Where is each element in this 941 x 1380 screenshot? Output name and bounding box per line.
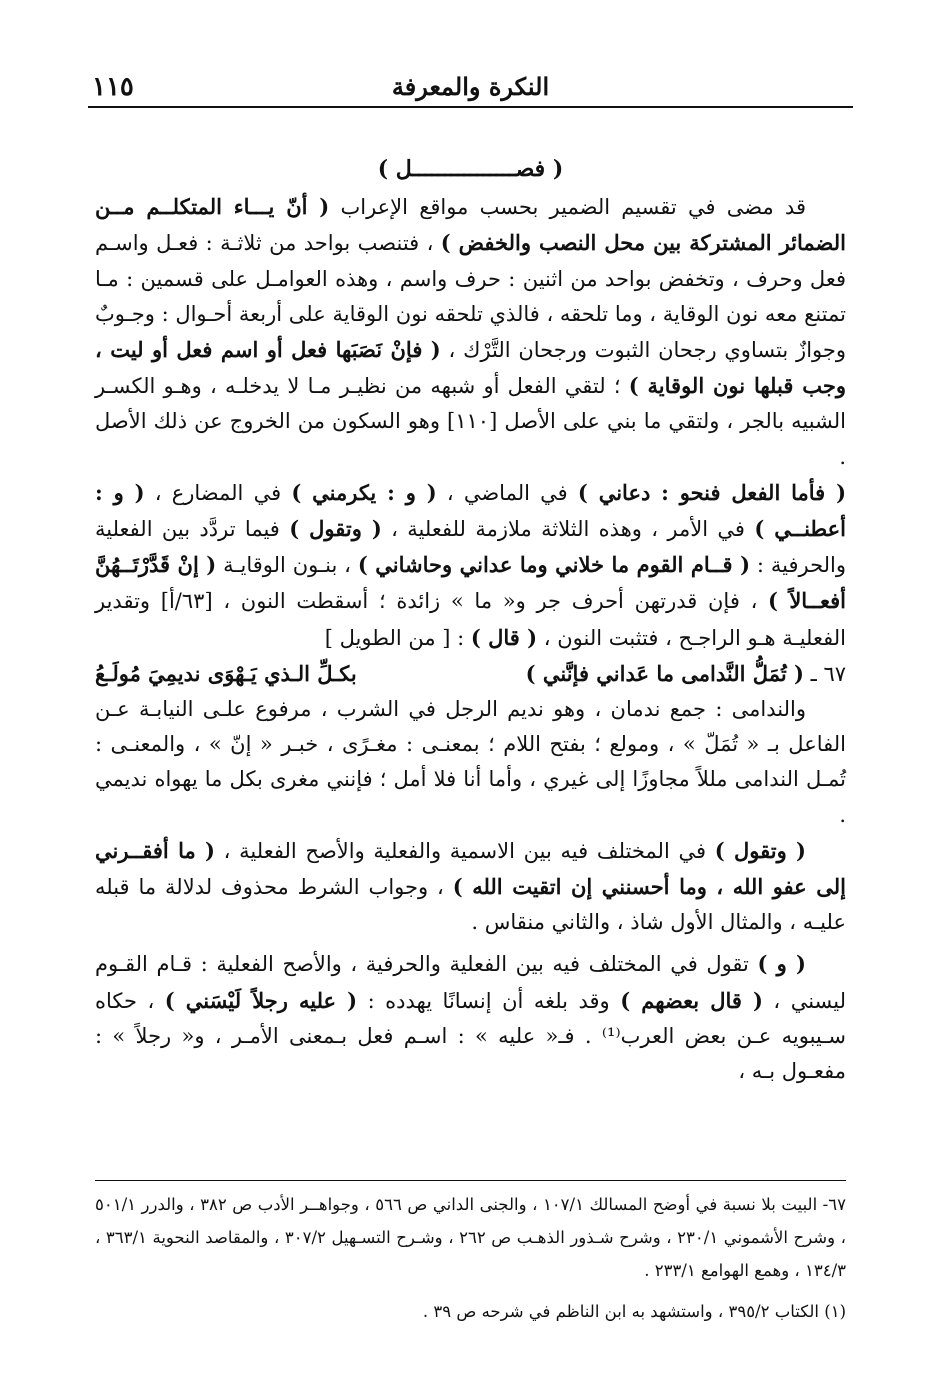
matn-quote: ( وتقول ) [289, 516, 382, 542]
matn-quote: ( إنْ قَدَّرْتَــهُنَّ أفعــالاً ) [95, 552, 847, 614]
section-heading: ( فصــــــــــــــــل ) [377, 156, 564, 182]
text-run: في الأمر ، وهذه الثلاثة ملازمة للفعلية ، [381, 517, 755, 542]
text-run: وقد بلغه أن إنسانًا يهدده : [357, 988, 621, 1013]
verse-hemistich-first: ( تُمَلُّ النَّدامى ما عَداني فإنَّني ) [525, 660, 804, 686]
matn-quote: ( عليه رجلاً لَيْسَني ) [164, 987, 358, 1013]
paragraph-3: والندامى : جمع ندمان ، وهو نديم الرجل في الشرب ، مرفوع علـى النيابـة عـن الفاعل بـ « تُمَلّ » ، ومولع ؛ بفتح اللام ؛ بمعنـى : مغـرًى ، خبـر « إنّ » ، والمعنـى : تُمـل الندامى مللاً مجاوزًا إلى غيري ، وأما أنا فلا أمل ؛ فإنني مغرى بكل ما يهواه نديمي . [95, 697, 846, 827]
text-run: ، فتنصب بواحد من ثلاثـة : فعـل واسـم فعل وحرف ، وتخفض بواحد من اثنين : حرف واسم ، وهذه العوامـل على قسمين : مـا تمتنع معه نون الوقاية ، وما تلحقه ، فالذي تلحقه نون الوقاية على أربعة أحـوال : وجـوبٌ وجوازٌ بتساوي رجحان الثبوت ورجحان التَّرْك ، [95, 231, 846, 363]
text-run: تقول في المختلف فيه بين الفعلية والحرفية ، والأصح الفعلية : قـام القـوم ليسني ، [95, 952, 847, 1013]
verse-67 [95, 656, 846, 692]
text-run: ، حكاه سـيبويه عـن بعض العرب⁽¹⁾ . فـ« عليه » : اسـم فعل بـمعنى الأمـر ، و« رجلاً » : مفعـول بـه ، [95, 988, 846, 1084]
text-run: في المضارع ، [144, 480, 292, 505]
matn-quote: ( قــام القوم ما خلاني وما عداني وحاشاني ) [357, 552, 751, 578]
text-run: ، بنـون الوقايـة [216, 553, 358, 578]
matn-quote: ( و : يكرمني ) [291, 479, 437, 505]
verse-number: ٦٧ ـ [810, 661, 846, 686]
verse-right [526, 656, 846, 692]
footnote-67: ٦٧- البيت بلا نسبة في أوضح المسالك ١٠٧/١ ، والجنى الداني ص ٥٦٦ ، وجواهــر الأدب ص ٣٨٢ ، والدرر ٥٠١/١ ، وشرح الأشموني ٢٣٠/١ ، وشرح شـذور الذهـب ص ٢٦٢ ، وشـرح التسـهيل ٣٠٧/٢ ، والمقاصد النحوية ٣٦٣/١ ، ١٣٤/٣ ، وهمع الهوامع ٢٣٣/١ . [95, 1195, 846, 1280]
paragraph-5 [95, 946, 846, 1089]
paragraph-1 [95, 189, 846, 475]
matn-quote: ( قال بعضهم ) [620, 987, 763, 1013]
paragraph-2 [95, 475, 846, 656]
footnote-1: (١) الكتاب ٣٩٥/٢ ، واستشهد به ابن الناظم في شرحه ص ٣٩ . [422, 1302, 846, 1321]
matn-quote: ( أنّ يـــاء المتكلــم مــن الضمائر المشتركة بين محل النصب والخفض ) [95, 194, 847, 256]
footnotes [95, 1188, 846, 1328]
matn-quote: ( ما أفقــرني إلى عفو الله ، وما أحسنني إن اتقيت الله ) [95, 837, 846, 900]
text-run: في المختلف فيه بين الاسمية والفعلية والأصح الفعلية ، [214, 838, 715, 863]
text-run: ، فإن قدرتهن أحرف جر و« ما » زائدة ؛ أسقطت النون ، [٦٣/أ] وتقدير الفعليـة هـو الراجـح ، فتثبت النون ، [95, 589, 846, 650]
matn-quote: ( و : أعطنــي ) [95, 479, 846, 542]
text-run: قد مضى في تقسيم الضمير بحسب مواقع الإعراب [329, 195, 806, 220]
text-run: في الماضي ، [436, 480, 578, 505]
footnote-divider [95, 1180, 846, 1181]
paragraph-4 [95, 833, 846, 941]
running-title: النكرة والمعرفة [391, 72, 550, 101]
text-run: ؛ لتقي الفعل أو شبهه من نظيـر مـا لا يدخلـه ، وهـو الكسـر الشبيه بالجر ، ولتقي ما بني على الأصل [١١٠] وهو السكون من الخروج عن ذلك الأصل . [95, 374, 846, 469]
page-number: ١١٥ [92, 72, 134, 102]
matn-quote: ( فإنْ نَصَبَها فعل أو اسم فعل أو ليت ، وجب قبلها نون الوقاية ) [95, 337, 846, 399]
matn-quote: ( وتقول ) [714, 837, 806, 863]
matn-quote: ( فأما الفعل فنحو : دعاني ) [577, 479, 847, 505]
matn-quote: ( و ) [757, 951, 806, 977]
main-text [95, 152, 846, 1089]
text-run: : [ من الطويل ] [324, 625, 471, 650]
page-header [88, 70, 853, 108]
matn-quote: ( قال ) [470, 624, 538, 650]
text-run: ، وجواب الشرط محذوف لدلالة ما قبله عليـه ، والمثال الأول شاذ ، والثاني منقاس . [95, 875, 846, 935]
text-run: فيما تردَّد بين الفعلية والحرفية : [95, 517, 846, 578]
verse-hemistich-second: بكـلِّ الـذي يَـهْوَى نديمِيَ مُولَـعُ [95, 660, 357, 686]
